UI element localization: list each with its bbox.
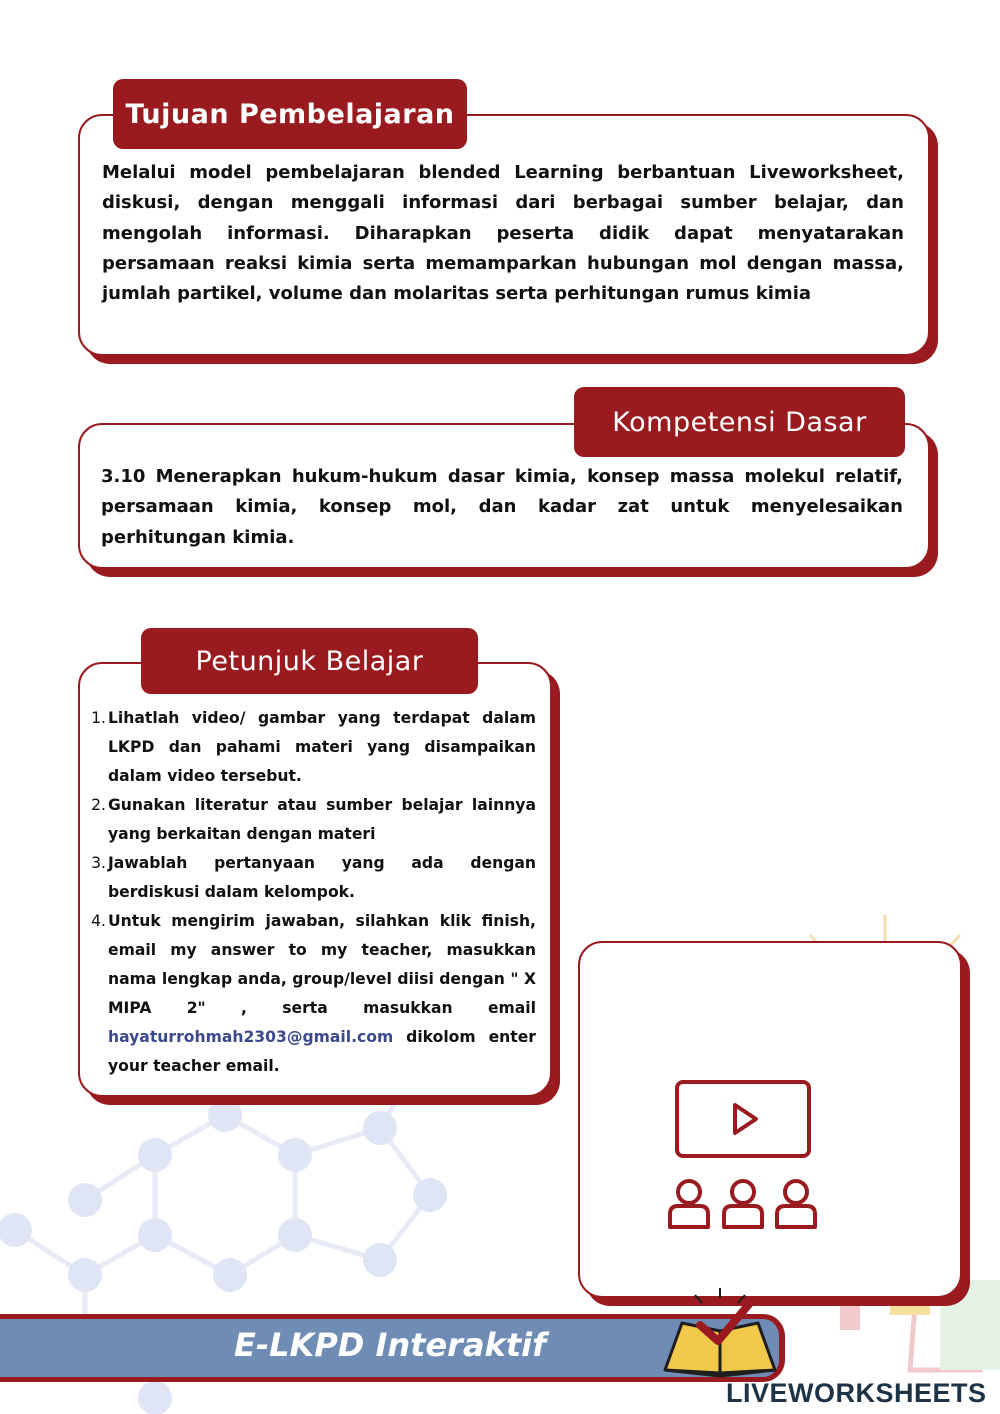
tujuan-title: Tujuan Pembelajaran: [113, 79, 467, 149]
list-item: [76, 849, 536, 907]
list-item: [76, 791, 536, 849]
kompetensi-text: 3.10 Menerapkan hukum-hukum dasar kimia, konsep massa molekul relatif, persamaan kimia, konsep mol, dan kadar zat untuk menyelesaikan perhitungan kimia.: [101, 466, 903, 548]
kompetensi-title: Kompetensi Dasar: [574, 387, 905, 457]
banner-title: E-LKPD Interaktif: [234, 1326, 547, 1364]
list-item-text: Lihatlah video/ gambar yang terdapat dalam LKPD dan pahami materi yang disampaikan dalam video tersebut.: [108, 709, 536, 785]
list-item: [76, 704, 536, 791]
list-item-text: Jawablah pertanyaan yang ada dengan berdiskusi dalam kelompok.: [108, 854, 536, 901]
list-item-text: Untuk mengirim jawaban, silahkan klik finish, email my answer to my teacher, masukkan nama lengkap anda, group/level diisi dengan " X MIPA 2" , serta masukkan email: [108, 912, 536, 1017]
open-book-check-icon: [660, 1285, 785, 1380]
petunjuk-title: Petunjuk Belajar: [141, 628, 478, 694]
list-number: 3.: [91, 854, 106, 872]
list-number: 2.: [91, 796, 106, 814]
list-number: 1.: [91, 709, 106, 727]
teacher-email: hayaturrohmah2303@gmail.com: [108, 1028, 394, 1046]
video-class-icon[interactable]: [662, 1075, 832, 1235]
list-item-text-end: dikolom enter your teacher email.: [108, 1028, 536, 1075]
petunjuk-list: [76, 704, 536, 1081]
list-item-text: Gunakan literatur atau sumber belajar lainnya yang berkaitan dengan materi: [108, 796, 536, 843]
list-item: [76, 907, 536, 1081]
list-number: 4.: [91, 912, 106, 930]
tujuan-text: Melalui model pembelajaran blended Learning berbantuan Liveworksheet, diskusi, dengan menggali informasi dari berbagai sumber belajar, dan mengolah informasi. Diharapkan peserta didik dapat menyatarakan persamaan reaksi kimia serta memamparkan hubungan mol dengan massa, jumlah partikel, volume dan molaritas serta perhitungan rumus kimia: [102, 162, 904, 305]
liveworksheets-watermark: LIVEWORKSHEETS: [726, 1378, 987, 1408]
